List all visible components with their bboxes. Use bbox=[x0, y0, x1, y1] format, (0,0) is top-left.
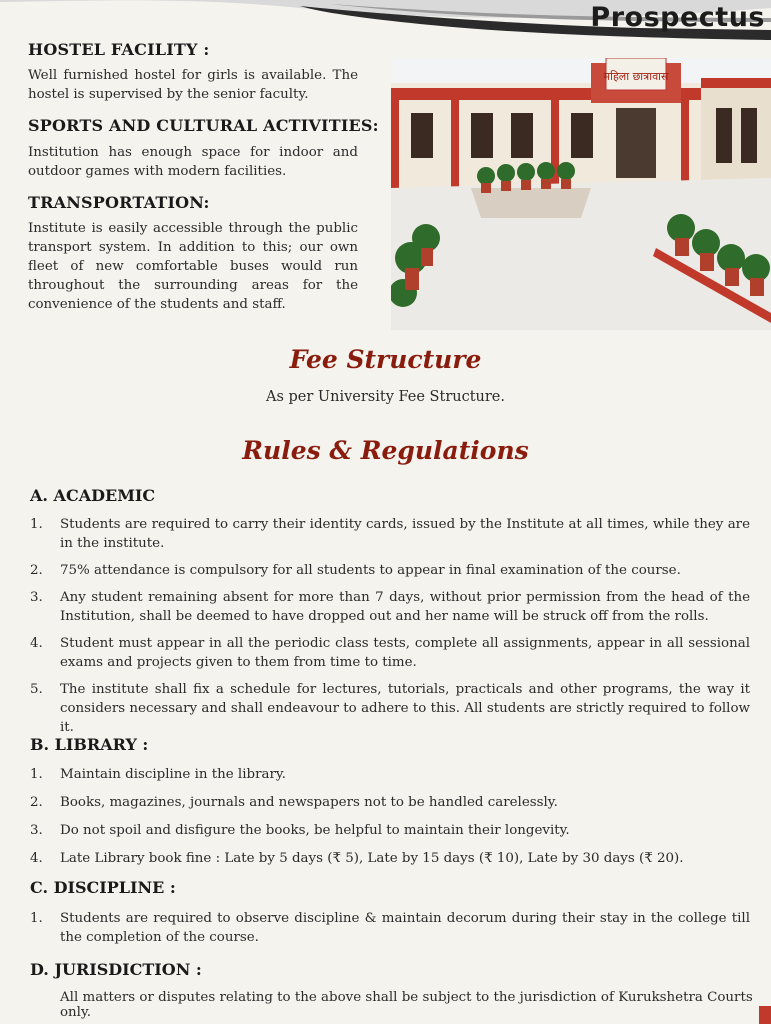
header-title: Prospectus bbox=[590, 2, 765, 33]
fee-structure-text: As per University Fee Structure. bbox=[265, 389, 505, 405]
hostel-building-illustration bbox=[391, 58, 771, 330]
fee-structure-title: Fee Structure bbox=[289, 345, 482, 374]
list-item: 2. 75% attendance is compulsory for all students to appear in final examination of the course. bbox=[30, 563, 681, 578]
discipline-rules-list bbox=[28, 909, 750, 947]
list-item: 3. Do not spoil and disfigure the books, be helpful to maintain their longevity. bbox=[30, 823, 570, 838]
list-item: 3. Any student remaining absent for more than 7 days, without prior permission from the head of the Institution, shall be deemed to have dropped out and her name will be struck off from the rolls. bbox=[30, 590, 750, 624]
hostel-heading: HOSTEL FACILITY : bbox=[28, 40, 210, 59]
corner-tab bbox=[759, 1006, 771, 1024]
hostel-photo bbox=[391, 58, 771, 330]
list-item: 2. Books, magazines, journals and newspapers not to be handled carelessly. bbox=[30, 795, 558, 810]
discipline-heading: C. DISCIPLINE : bbox=[30, 878, 176, 897]
library-heading: B. LIBRARY : bbox=[30, 735, 149, 754]
transport-heading: TRANSPORTATION: bbox=[28, 193, 210, 212]
list-item: 1. Maintain discipline in the library. bbox=[30, 767, 286, 782]
hostel-sign: महिला छात्रावास bbox=[603, 70, 669, 83]
list-item: 1. Students are required to carry their identity cards, issued by the Institute at all times, while they are in the institute. bbox=[30, 517, 750, 551]
list-item: 5. The institute shall fix a schedule for lectures, tutorials, practicals and other programs, the way it considers necessary and shall endeavour to adhere to this. All students are strictly required to follow it. bbox=[30, 682, 750, 735]
academic-heading: A. ACADEMIC bbox=[30, 486, 156, 505]
transport-text: Institute is easily accessible through the public transport system. In addition to this; our own fleet of new comfortable buses would run throughout the surrounding areas for the convenience of the students and staff. bbox=[28, 221, 358, 312]
jurisdiction-heading: D. JURISDICTION : bbox=[30, 960, 202, 979]
list-item: 4. Late Library book fine : Late by 5 days (₹ 5), Late by 15 days (₹ 10), Late by 30 days (₹ 20). bbox=[30, 851, 684, 866]
list-item: 4. Student must appear in all the periodic class tests, complete all assignments, appear in all sessional exams and projects given to them from time to time. bbox=[30, 636, 750, 670]
sports-heading: SPORTS AND CULTURAL ACTIVITIES: bbox=[28, 116, 379, 135]
sports-text: Institution has enough space for indoor and outdoor games with modern facilities. bbox=[28, 145, 358, 179]
library-rules-list bbox=[28, 765, 750, 868]
list-item: 1. Students are required to observe discipline & maintain decorum during their stay in the college till the completion of the course. bbox=[30, 911, 750, 945]
hostel-text: Well furnished hostel for girls is available. The hostel is supervised by the senior faculty. bbox=[28, 68, 358, 102]
academic-rules-list bbox=[28, 515, 750, 737]
jurisdiction-text: All matters or disputes relating to the above shall be subject to the jurisdiction of Kurukshetra Courts only. bbox=[60, 990, 753, 1020]
rules-title: Rules & Regulations bbox=[242, 436, 529, 465]
